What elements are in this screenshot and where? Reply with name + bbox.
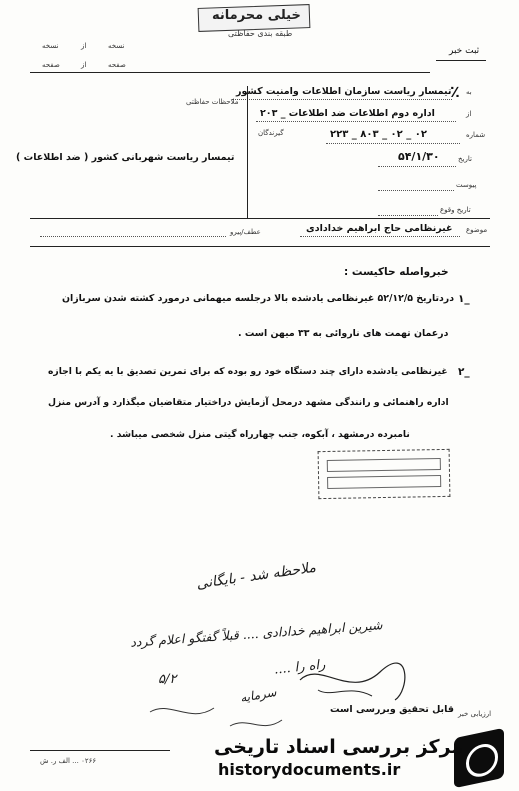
page-label: صفحه: [108, 61, 126, 69]
item1-line1: دردتاریخ ۵۲/۱۲/۵ غیرنظامی یادشده بالا درجلسه میهمانی درمورد کشته شدن سربازان: [62, 293, 455, 304]
hand-note-2: شیرین ابراهیم خدادادی .... قبلاً گفتگو اعلام گردد: [129, 617, 383, 650]
item1-number: ۱_: [458, 293, 470, 305]
item2-line1: غیرنظامی یادشده دارای چند دستگاه خود رو بوده که برای تمرین تصدیق با یه یکم با اجازه: [48, 366, 448, 377]
item2-number: ۲_: [458, 366, 470, 378]
from-dots: [256, 121, 456, 122]
form-code: ۰۲۶۶ ... الف ر. ش: [40, 757, 97, 765]
copy-label-2: نسخه: [42, 42, 59, 50]
subject-dots: [300, 236, 460, 237]
reference-label: عطف/پیرو: [230, 228, 261, 236]
registration-stamp: [318, 449, 451, 499]
attachment-label: پیوست: [456, 181, 477, 189]
archive-title: مرکز بررسی اسناد تاریخی: [214, 736, 464, 758]
date-value: ۵۴/۱/۳۰: [398, 150, 440, 163]
copy-label: نسخه: [108, 42, 125, 50]
to-dots: [232, 99, 452, 100]
notes-label: ملاحظات حفاظتی: [186, 98, 239, 106]
hand-note-5: ۵/۲: [158, 672, 177, 687]
registry-rule: [436, 60, 486, 61]
recipients-label: گیرندگان: [258, 129, 284, 137]
from-label: از: [466, 110, 472, 118]
recipients-value: تیمسار ریاست شهربانی کشور ( ضد اطلاعات ): [16, 152, 235, 163]
page-from-label: از: [81, 61, 87, 69]
to-value: تیمسار ریاست سازمان اطلاعات وامنیت کشور: [236, 86, 452, 97]
from-value: اداره دوم اطلاعات ضد اطلاعات _ ۲۰۳: [260, 108, 435, 119]
hand-note-4: سرمایه: [239, 684, 278, 706]
hand-note-1: ملاحظه شد - بایگانی: [195, 559, 317, 593]
classification-caption: طبقه بندی حفاظتی: [228, 29, 293, 38]
page-label-2: صفحه: [42, 61, 60, 69]
subject-rule: [30, 246, 490, 247]
date-dots: [378, 166, 456, 167]
number-value: ۲۲۳ _ ۸۰۳ _ ۰۲ _ ۰۲: [330, 129, 427, 140]
to-label: به: [466, 88, 472, 96]
form-rule: [30, 218, 490, 219]
footer-rule: [30, 750, 170, 751]
registry-label: ثبت خبر: [449, 46, 480, 56]
number-dots: [326, 143, 460, 144]
reference-dots: [40, 236, 226, 237]
copy-from-label: از: [81, 42, 87, 50]
top-seal-text: خیلی محرمانه: [212, 8, 301, 23]
number-label: شماره: [466, 131, 486, 139]
item1-line2: درعمان تهمت های ناروائی به ۳۳ میهن است .: [238, 328, 449, 339]
header-rule: [30, 72, 430, 73]
evaluation-label: ارزیابی خبر: [458, 710, 492, 718]
attachment-dots: [378, 190, 454, 191]
occurrence-dots: [378, 215, 438, 216]
evaluation-value: قابل تحقیق وبررسی است: [330, 704, 454, 715]
salutation: خبرواصله حاکیست :: [344, 266, 449, 278]
hand-note-3: راه را ....: [273, 657, 327, 678]
subject-label: موضوع: [466, 226, 488, 234]
item2-line3: نامبرده درمشهد ، آبکوه، جنب چهارراه گیتی منزل شخصی میباشد .: [110, 429, 410, 440]
divider-vertical: [247, 86, 248, 218]
occurrence-date-label: تاریخ وقوع: [440, 206, 471, 214]
to-mark: ٪: [450, 82, 460, 101]
subject-value: غیرنظامی حاج ابراهیم خدادادی: [306, 223, 453, 234]
archive-url: historydocuments.ir: [218, 760, 401, 779]
item2-line2: اداره راهنمائی و رانندگی مشهد درمحل آزمایش دراختیار متقاضیان میگذارد و آدرس منزل: [48, 397, 449, 408]
date-label: تاریخ: [458, 155, 472, 163]
